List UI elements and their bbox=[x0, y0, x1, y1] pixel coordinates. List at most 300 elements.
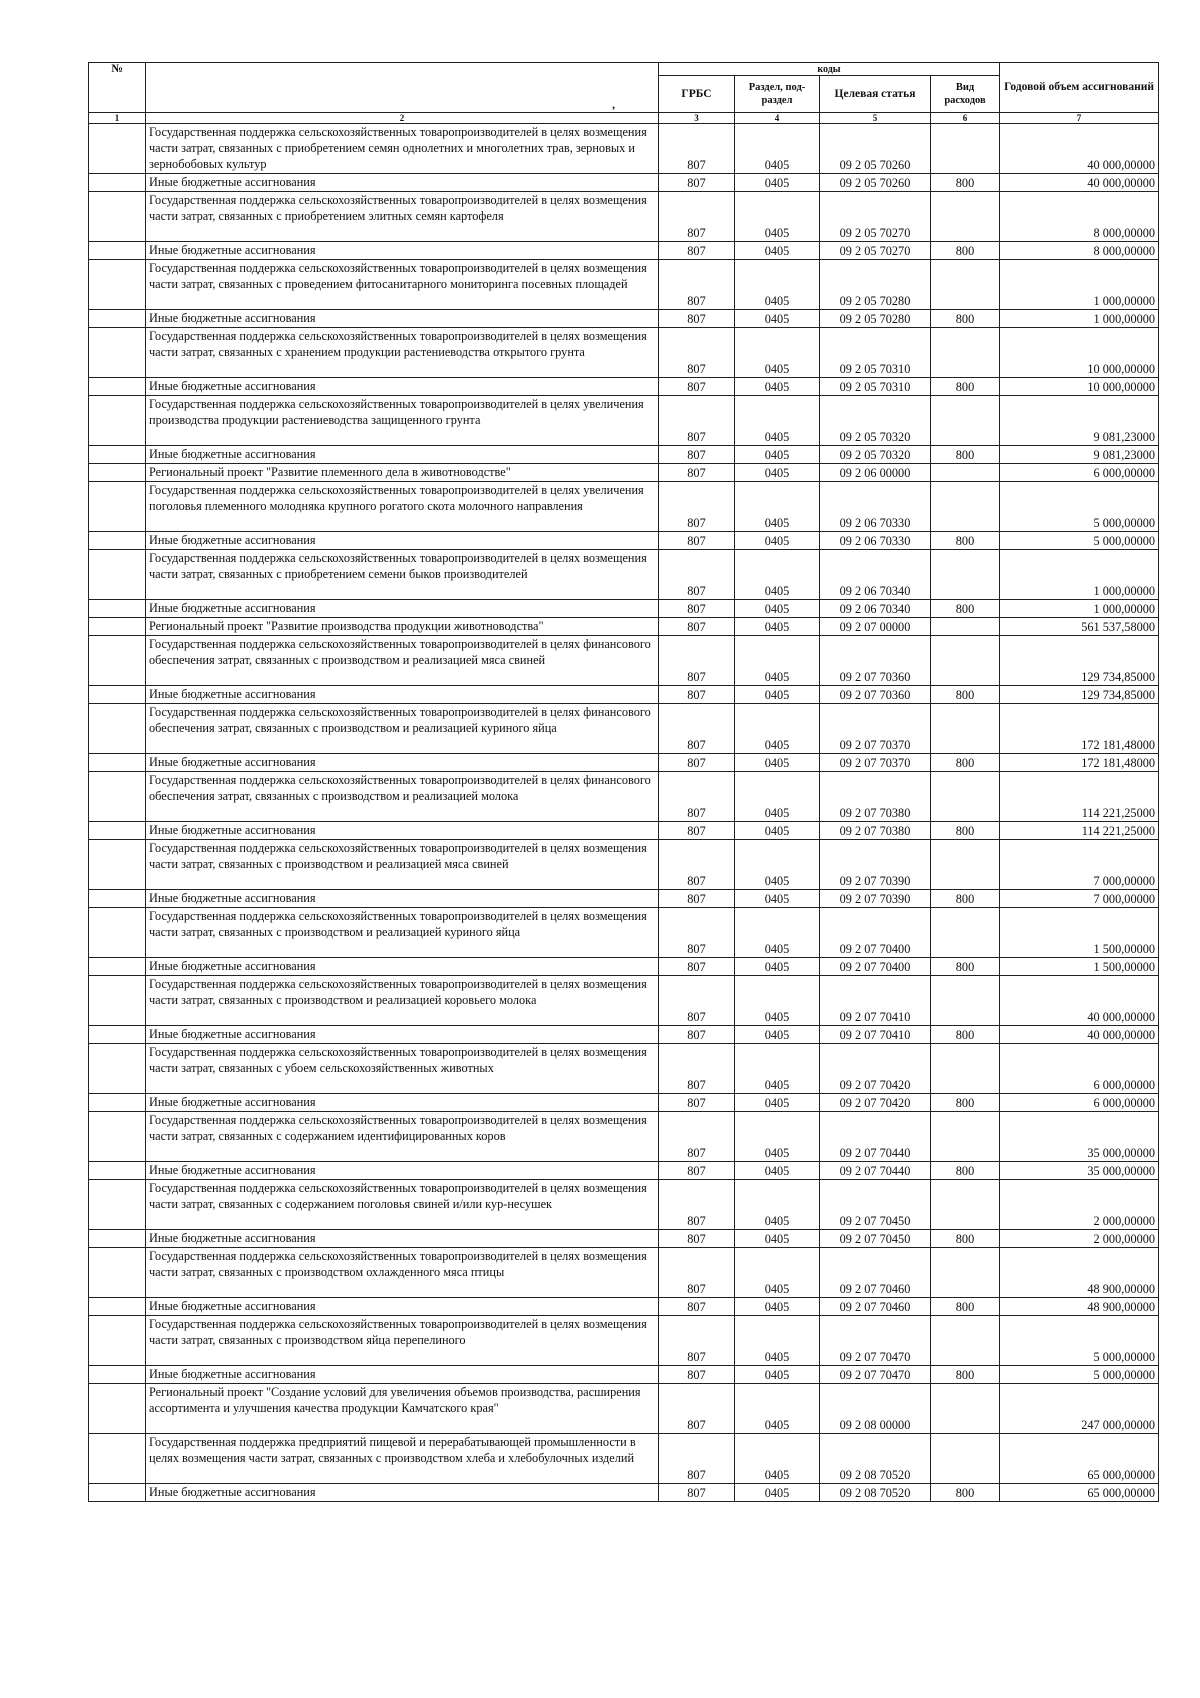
cell-razdel: 0405 bbox=[735, 1366, 820, 1384]
cell-number bbox=[89, 1248, 146, 1298]
cell-name: Государственная поддержка сельскохозяйственных товаропроизводителей в целях возмещения части затрат, связанных с производством и реализацией куриного яйца bbox=[146, 908, 659, 958]
cell-expense-type bbox=[931, 464, 1000, 482]
cell-amount: 10 000,00000 bbox=[1000, 378, 1159, 396]
cell-expense-type bbox=[931, 124, 1000, 174]
table-row bbox=[89, 1248, 1159, 1298]
cell-name: Иные бюджетные ассигнования bbox=[146, 754, 659, 772]
cell-expense-type bbox=[931, 908, 1000, 958]
cell-razdel: 0405 bbox=[735, 754, 820, 772]
cell-number bbox=[89, 958, 146, 976]
cell-target-article: 09 2 07 70420 bbox=[820, 1044, 931, 1094]
cell-amount: 247 000,00000 bbox=[1000, 1384, 1159, 1434]
cell-expense-type bbox=[931, 482, 1000, 532]
cell-expense-type bbox=[931, 636, 1000, 686]
cell-amount: 1 000,00000 bbox=[1000, 550, 1159, 600]
header-mark: , bbox=[612, 99, 615, 111]
cell-grbs: 807 bbox=[659, 328, 735, 378]
table-row bbox=[89, 1094, 1159, 1112]
cell-name: Государственная поддержка сельскохозяйственных товаропроизводителей в целях возмещения части затрат, связанных с проведением фитосанитарного мониторинга посевных площадей bbox=[146, 260, 659, 310]
cell-expense-type bbox=[931, 550, 1000, 600]
cell-razdel: 0405 bbox=[735, 260, 820, 310]
cell-target-article: 09 2 08 70520 bbox=[820, 1434, 931, 1484]
cell-amount: 2 000,00000 bbox=[1000, 1180, 1159, 1230]
cell-razdel: 0405 bbox=[735, 482, 820, 532]
cell-amount: 5 000,00000 bbox=[1000, 482, 1159, 532]
cell-name: Государственная поддержка сельскохозяйственных товаропроизводителей в целях возмещения части затрат, связанных с приобретением элитных семян картофеля bbox=[146, 192, 659, 242]
cell-razdel: 0405 bbox=[735, 124, 820, 174]
cell-number bbox=[89, 754, 146, 772]
column-numbers-row bbox=[89, 113, 1159, 124]
table-row bbox=[89, 754, 1159, 772]
cell-target-article: 09 2 07 70460 bbox=[820, 1248, 931, 1298]
cell-amount: 40 000,00000 bbox=[1000, 124, 1159, 174]
table-row bbox=[89, 532, 1159, 550]
cell-expense-type bbox=[931, 1384, 1000, 1434]
cell-expense-type bbox=[931, 328, 1000, 378]
cell-expense-type: 800 bbox=[931, 890, 1000, 908]
cell-name: Государственная поддержка сельскохозяйственных товаропроизводителей в целях возмещения части затрат, связанных с производством и реализацией мяса свиней bbox=[146, 840, 659, 890]
cell-number bbox=[89, 1026, 146, 1044]
cell-number bbox=[89, 1094, 146, 1112]
cell-target-article: 09 2 05 70270 bbox=[820, 242, 931, 260]
cell-grbs: 807 bbox=[659, 1298, 735, 1316]
table-row bbox=[89, 446, 1159, 464]
cell-number bbox=[89, 686, 146, 704]
cell-target-article: 09 2 07 70470 bbox=[820, 1366, 931, 1384]
cell-razdel: 0405 bbox=[735, 618, 820, 636]
cell-razdel: 0405 bbox=[735, 908, 820, 958]
cell-number bbox=[89, 1112, 146, 1162]
cell-grbs: 807 bbox=[659, 260, 735, 310]
cell-target-article: 09 2 07 70400 bbox=[820, 958, 931, 976]
table-row bbox=[89, 958, 1159, 976]
table-row bbox=[89, 840, 1159, 890]
cell-grbs: 807 bbox=[659, 464, 735, 482]
cell-expense-type: 800 bbox=[931, 686, 1000, 704]
cell-name: Государственная поддержка сельскохозяйственных товаропроизводителей в целях возмещения части затрат, связанных с хранением продукции растениеводства открытого грунта bbox=[146, 328, 659, 378]
cell-expense-type: 800 bbox=[931, 446, 1000, 464]
cell-grbs: 807 bbox=[659, 378, 735, 396]
cell-amount: 7 000,00000 bbox=[1000, 890, 1159, 908]
cell-amount: 40 000,00000 bbox=[1000, 1026, 1159, 1044]
cell-number bbox=[89, 464, 146, 482]
cell-grbs: 807 bbox=[659, 958, 735, 976]
cell-name: Иные бюджетные ассигнования bbox=[146, 958, 659, 976]
cell-expense-type: 800 bbox=[931, 532, 1000, 550]
cell-razdel: 0405 bbox=[735, 396, 820, 446]
cell-grbs: 807 bbox=[659, 550, 735, 600]
cell-name: Иные бюджетные ассигнования bbox=[146, 1484, 659, 1502]
cell-target-article: 09 2 07 70470 bbox=[820, 1316, 931, 1366]
cell-name: Государственная поддержка предприятий пищевой и перерабатывающей промышленности в целях возмещения части затрат, связанных с производством хлеба и хлебобулочных изделий bbox=[146, 1434, 659, 1484]
cell-grbs: 807 bbox=[659, 310, 735, 328]
cell-number bbox=[89, 260, 146, 310]
cell-target-article: 09 2 07 70400 bbox=[820, 908, 931, 958]
cell-number bbox=[89, 704, 146, 754]
cell-expense-type: 800 bbox=[931, 378, 1000, 396]
cell-expense-type bbox=[931, 1112, 1000, 1162]
cell-target-article: 09 2 07 70410 bbox=[820, 1026, 931, 1044]
cell-name: Иные бюджетные ассигнования bbox=[146, 1366, 659, 1384]
cell-amount: 6 000,00000 bbox=[1000, 464, 1159, 482]
table-row bbox=[89, 396, 1159, 446]
header-annual-volume: Годовой объем ассигнований bbox=[1000, 63, 1159, 113]
table-row bbox=[89, 482, 1159, 532]
table-row bbox=[89, 1112, 1159, 1162]
header-razdel: Раздел, под-раздел bbox=[735, 76, 820, 113]
cell-target-article: 09 2 05 70310 bbox=[820, 328, 931, 378]
cell-razdel: 0405 bbox=[735, 550, 820, 600]
header-name bbox=[146, 63, 659, 113]
cell-grbs: 807 bbox=[659, 618, 735, 636]
cell-razdel: 0405 bbox=[735, 446, 820, 464]
col-number: 7 bbox=[1000, 113, 1159, 124]
cell-razdel: 0405 bbox=[735, 1180, 820, 1230]
cell-amount: 48 900,00000 bbox=[1000, 1248, 1159, 1298]
cell-amount: 1 000,00000 bbox=[1000, 260, 1159, 310]
cell-name: Иные бюджетные ассигнования bbox=[146, 174, 659, 192]
cell-target-article: 09 2 06 70330 bbox=[820, 532, 931, 550]
cell-grbs: 807 bbox=[659, 772, 735, 822]
table-row bbox=[89, 378, 1159, 396]
cell-number bbox=[89, 446, 146, 464]
col-number: 2 bbox=[146, 113, 659, 124]
cell-grbs: 807 bbox=[659, 396, 735, 446]
cell-expense-type: 800 bbox=[931, 754, 1000, 772]
cell-razdel: 0405 bbox=[735, 1094, 820, 1112]
cell-amount: 114 221,25000 bbox=[1000, 822, 1159, 840]
cell-name: Иные бюджетные ассигнования bbox=[146, 310, 659, 328]
cell-name: Иные бюджетные ассигнования bbox=[146, 446, 659, 464]
cell-number bbox=[89, 1434, 146, 1484]
cell-name: Иные бюджетные ассигнования bbox=[146, 822, 659, 840]
cell-target-article: 09 2 05 70260 bbox=[820, 124, 931, 174]
cell-expense-type: 800 bbox=[931, 310, 1000, 328]
cell-grbs: 807 bbox=[659, 1094, 735, 1112]
cell-name: Иные бюджетные ассигнования bbox=[146, 532, 659, 550]
cell-grbs: 807 bbox=[659, 840, 735, 890]
cell-razdel: 0405 bbox=[735, 686, 820, 704]
cell-target-article: 09 2 05 70310 bbox=[820, 378, 931, 396]
cell-grbs: 807 bbox=[659, 124, 735, 174]
table-row bbox=[89, 192, 1159, 242]
cell-expense-type bbox=[931, 704, 1000, 754]
cell-name: Государственная поддержка сельскохозяйственных товаропроизводителей в целях увеличения поголовья племенного молодняка крупного рогатого скота молочного направления bbox=[146, 482, 659, 532]
cell-grbs: 807 bbox=[659, 1434, 735, 1484]
cell-target-article: 09 2 07 70440 bbox=[820, 1112, 931, 1162]
table-row bbox=[89, 328, 1159, 378]
cell-grbs: 807 bbox=[659, 1484, 735, 1502]
cell-name: Региональный проект "Развитие производства продукции животноводства" bbox=[146, 618, 659, 636]
cell-number bbox=[89, 822, 146, 840]
table-row bbox=[89, 1026, 1159, 1044]
cell-razdel: 0405 bbox=[735, 1248, 820, 1298]
table-row bbox=[89, 1298, 1159, 1316]
cell-amount: 172 181,48000 bbox=[1000, 704, 1159, 754]
cell-expense-type bbox=[931, 976, 1000, 1026]
cell-grbs: 807 bbox=[659, 1248, 735, 1298]
cell-amount: 1 000,00000 bbox=[1000, 600, 1159, 618]
cell-amount: 5 000,00000 bbox=[1000, 532, 1159, 550]
cell-name: Государственная поддержка сельскохозяйственных товаропроизводителей в целях возмещения части затрат, связанных с производством и реализацией коровьего молока bbox=[146, 976, 659, 1026]
cell-amount: 1 000,00000 bbox=[1000, 310, 1159, 328]
col-number: 5 bbox=[820, 113, 931, 124]
cell-expense-type: 800 bbox=[931, 600, 1000, 618]
header-number: № bbox=[89, 63, 146, 113]
cell-name: Государственная поддержка сельскохозяйственных товаропроизводителей в целях возмещения части затрат, связанных с приобретением семени быков производителей bbox=[146, 550, 659, 600]
table-body bbox=[89, 124, 1159, 1502]
cell-amount: 65 000,00000 bbox=[1000, 1434, 1159, 1484]
cell-target-article: 09 2 07 70460 bbox=[820, 1298, 931, 1316]
table-row bbox=[89, 822, 1159, 840]
table-row bbox=[89, 772, 1159, 822]
cell-target-article: 09 2 06 00000 bbox=[820, 464, 931, 482]
cell-grbs: 807 bbox=[659, 754, 735, 772]
cell-number bbox=[89, 550, 146, 600]
cell-razdel: 0405 bbox=[735, 704, 820, 754]
cell-amount: 8 000,00000 bbox=[1000, 242, 1159, 260]
budget-table-sheet bbox=[88, 62, 1158, 1502]
cell-name: Государственная поддержка сельскохозяйственных товаропроизводителей в целях возмещения части затрат, связанных с содержанием идентифицированных коров bbox=[146, 1112, 659, 1162]
cell-grbs: 807 bbox=[659, 822, 735, 840]
cell-number bbox=[89, 192, 146, 242]
cell-expense-type: 800 bbox=[931, 822, 1000, 840]
cell-razdel: 0405 bbox=[735, 600, 820, 618]
cell-amount: 1 500,00000 bbox=[1000, 958, 1159, 976]
cell-name: Иные бюджетные ассигнования bbox=[146, 1094, 659, 1112]
cell-name: Государственная поддержка сельскохозяйственных товаропроизводителей в целях возмещения части затрат, связанных с содержанием поголовья свиней и/или кур-несушек bbox=[146, 1180, 659, 1230]
table-row bbox=[89, 686, 1159, 704]
cell-name: Государственная поддержка сельскохозяйственных товаропроизводителей в целях увеличения производства продукции растениеводства защищенного грунта bbox=[146, 396, 659, 446]
cell-name: Государственная поддержка сельскохозяйственных товаропроизводителей в целях возмещения части затрат, связанных с приобретением семян однолетних и многолетних трав, зерновых и зернобобовых культур bbox=[146, 124, 659, 174]
cell-amount: 6 000,00000 bbox=[1000, 1094, 1159, 1112]
cell-expense-type bbox=[931, 1434, 1000, 1484]
cell-name: Региональный проект "Развитие племенного дела в животноводстве" bbox=[146, 464, 659, 482]
cell-expense-type bbox=[931, 1044, 1000, 1094]
cell-amount: 8 000,00000 bbox=[1000, 192, 1159, 242]
cell-target-article: 09 2 07 70380 bbox=[820, 772, 931, 822]
cell-razdel: 0405 bbox=[735, 242, 820, 260]
cell-number bbox=[89, 1384, 146, 1434]
cell-amount: 9 081,23000 bbox=[1000, 446, 1159, 464]
cell-number bbox=[89, 378, 146, 396]
cell-grbs: 807 bbox=[659, 976, 735, 1026]
cell-number bbox=[89, 242, 146, 260]
cell-amount: 7 000,00000 bbox=[1000, 840, 1159, 890]
cell-razdel: 0405 bbox=[735, 636, 820, 686]
cell-number bbox=[89, 976, 146, 1026]
cell-target-article: 09 2 07 70450 bbox=[820, 1230, 931, 1248]
cell-razdel: 0405 bbox=[735, 378, 820, 396]
cell-expense-type bbox=[931, 772, 1000, 822]
header-target-article: Целевая статья bbox=[820, 76, 931, 113]
cell-grbs: 807 bbox=[659, 704, 735, 754]
cell-grbs: 807 bbox=[659, 482, 735, 532]
cell-grbs: 807 bbox=[659, 1316, 735, 1366]
cell-target-article: 09 2 07 70370 bbox=[820, 704, 931, 754]
cell-razdel: 0405 bbox=[735, 464, 820, 482]
cell-number bbox=[89, 908, 146, 958]
cell-amount: 561 537,58000 bbox=[1000, 618, 1159, 636]
cell-number bbox=[89, 310, 146, 328]
cell-amount: 114 221,25000 bbox=[1000, 772, 1159, 822]
cell-razdel: 0405 bbox=[735, 1162, 820, 1180]
cell-razdel: 0405 bbox=[735, 174, 820, 192]
table-row bbox=[89, 1434, 1159, 1484]
cell-target-article: 09 2 07 70420 bbox=[820, 1094, 931, 1112]
table-row bbox=[89, 174, 1159, 192]
cell-number bbox=[89, 396, 146, 446]
cell-razdel: 0405 bbox=[735, 1316, 820, 1366]
cell-name: Иные бюджетные ассигнования bbox=[146, 242, 659, 260]
cell-amount: 2 000,00000 bbox=[1000, 1230, 1159, 1248]
cell-razdel: 0405 bbox=[735, 1434, 820, 1484]
header-grbs: ГРБС bbox=[659, 76, 735, 113]
cell-amount: 6 000,00000 bbox=[1000, 1044, 1159, 1094]
table-row bbox=[89, 636, 1159, 686]
table-row bbox=[89, 1180, 1159, 1230]
cell-target-article: 09 2 07 70450 bbox=[820, 1180, 931, 1230]
cell-grbs: 807 bbox=[659, 1366, 735, 1384]
cell-razdel: 0405 bbox=[735, 1044, 820, 1094]
cell-amount: 48 900,00000 bbox=[1000, 1298, 1159, 1316]
cell-target-article: 09 2 05 70280 bbox=[820, 260, 931, 310]
cell-number bbox=[89, 1044, 146, 1094]
table-row bbox=[89, 260, 1159, 310]
cell-razdel: 0405 bbox=[735, 310, 820, 328]
cell-razdel: 0405 bbox=[735, 532, 820, 550]
cell-number bbox=[89, 1316, 146, 1366]
cell-target-article: 09 2 05 70270 bbox=[820, 192, 931, 242]
cell-name: Государственная поддержка сельскохозяйственных товаропроизводителей в целях возмещения части затрат, связанных с убоем сельскохозяйственных животных bbox=[146, 1044, 659, 1094]
cell-name: Иные бюджетные ассигнования bbox=[146, 1162, 659, 1180]
cell-number bbox=[89, 482, 146, 532]
cell-number bbox=[89, 532, 146, 550]
cell-expense-type bbox=[931, 618, 1000, 636]
cell-number bbox=[89, 600, 146, 618]
cell-amount: 9 081,23000 bbox=[1000, 396, 1159, 446]
cell-target-article: 09 2 07 70380 bbox=[820, 822, 931, 840]
cell-expense-type bbox=[931, 1180, 1000, 1230]
cell-target-article: 09 2 07 70390 bbox=[820, 840, 931, 890]
cell-expense-type: 800 bbox=[931, 1026, 1000, 1044]
cell-grbs: 807 bbox=[659, 446, 735, 464]
cell-grbs: 807 bbox=[659, 242, 735, 260]
cell-grbs: 807 bbox=[659, 532, 735, 550]
cell-expense-type: 800 bbox=[931, 1484, 1000, 1502]
header-codes: коды bbox=[659, 63, 1000, 76]
cell-grbs: 807 bbox=[659, 192, 735, 242]
cell-name: Иные бюджетные ассигнования bbox=[146, 1298, 659, 1316]
cell-grbs: 807 bbox=[659, 908, 735, 958]
cell-expense-type: 800 bbox=[931, 1230, 1000, 1248]
table-row bbox=[89, 1044, 1159, 1094]
cell-grbs: 807 bbox=[659, 890, 735, 908]
cell-number bbox=[89, 1162, 146, 1180]
cell-grbs: 807 bbox=[659, 600, 735, 618]
cell-target-article: 09 2 07 70390 bbox=[820, 890, 931, 908]
cell-grbs: 807 bbox=[659, 1180, 735, 1230]
table-row bbox=[89, 1484, 1159, 1502]
cell-name: Иные бюджетные ассигнования bbox=[146, 600, 659, 618]
cell-razdel: 0405 bbox=[735, 1384, 820, 1434]
cell-target-article: 09 2 08 70520 bbox=[820, 1484, 931, 1502]
cell-expense-type: 800 bbox=[931, 1162, 1000, 1180]
cell-razdel: 0405 bbox=[735, 976, 820, 1026]
cell-expense-type bbox=[931, 260, 1000, 310]
table-row bbox=[89, 600, 1159, 618]
cell-target-article: 09 2 07 70410 bbox=[820, 976, 931, 1026]
cell-target-article: 09 2 06 70340 bbox=[820, 600, 931, 618]
table-row bbox=[89, 976, 1159, 1026]
cell-amount: 5 000,00000 bbox=[1000, 1316, 1159, 1366]
cell-grbs: 807 bbox=[659, 1384, 735, 1434]
cell-name: Иные бюджетные ассигнования bbox=[146, 378, 659, 396]
cell-target-article: 09 2 05 70280 bbox=[820, 310, 931, 328]
col-number: 6 bbox=[931, 113, 1000, 124]
cell-number bbox=[89, 328, 146, 378]
cell-grbs: 807 bbox=[659, 1026, 735, 1044]
cell-target-article: 09 2 06 70340 bbox=[820, 550, 931, 600]
table-row bbox=[89, 1366, 1159, 1384]
table-row bbox=[89, 1230, 1159, 1248]
cell-target-article: 09 2 08 00000 bbox=[820, 1384, 931, 1434]
cell-expense-type: 800 bbox=[931, 242, 1000, 260]
cell-amount: 35 000,00000 bbox=[1000, 1162, 1159, 1180]
cell-grbs: 807 bbox=[659, 1162, 735, 1180]
cell-amount: 40 000,00000 bbox=[1000, 174, 1159, 192]
col-number: 3 bbox=[659, 113, 735, 124]
cell-razdel: 0405 bbox=[735, 1026, 820, 1044]
cell-number bbox=[89, 1298, 146, 1316]
cell-grbs: 807 bbox=[659, 1112, 735, 1162]
table-row bbox=[89, 1316, 1159, 1366]
cell-target-article: 09 2 06 70330 bbox=[820, 482, 931, 532]
cell-name: Государственная поддержка сельскохозяйственных товаропроизводителей в целях финансового обеспечения затрат, связанных с производством и реализацией куриного яйца bbox=[146, 704, 659, 754]
header-row-1 bbox=[89, 63, 1159, 76]
cell-target-article: 09 2 05 70320 bbox=[820, 446, 931, 464]
cell-amount: 10 000,00000 bbox=[1000, 328, 1159, 378]
cell-grbs: 807 bbox=[659, 686, 735, 704]
cell-name: Региональный проект "Создание условий для увеличения объемов производства, расширения ассортимента и улучшения качества продукции Камчатского края" bbox=[146, 1384, 659, 1434]
table-row bbox=[89, 124, 1159, 174]
cell-razdel: 0405 bbox=[735, 328, 820, 378]
cell-expense-type bbox=[931, 396, 1000, 446]
cell-razdel: 0405 bbox=[735, 192, 820, 242]
cell-amount: 129 734,85000 bbox=[1000, 636, 1159, 686]
cell-expense-type bbox=[931, 840, 1000, 890]
cell-name: Иные бюджетные ассигнования bbox=[146, 1026, 659, 1044]
cell-razdel: 0405 bbox=[735, 890, 820, 908]
table-row bbox=[89, 464, 1159, 482]
table-row bbox=[89, 550, 1159, 600]
header-expense-type: Вид расходов bbox=[931, 76, 1000, 113]
cell-grbs: 807 bbox=[659, 1044, 735, 1094]
cell-name: Государственная поддержка сельскохозяйственных товаропроизводителей в целях возмещения части затрат, связанных с производством охлажденного мяса птицы bbox=[146, 1248, 659, 1298]
cell-expense-type bbox=[931, 192, 1000, 242]
table-row bbox=[89, 618, 1159, 636]
cell-expense-type: 800 bbox=[931, 1094, 1000, 1112]
cell-expense-type: 800 bbox=[931, 174, 1000, 192]
cell-razdel: 0405 bbox=[735, 840, 820, 890]
cell-target-article: 09 2 05 70320 bbox=[820, 396, 931, 446]
col-number: 4 bbox=[735, 113, 820, 124]
table-row bbox=[89, 890, 1159, 908]
cell-number bbox=[89, 1484, 146, 1502]
table-row bbox=[89, 704, 1159, 754]
cell-number bbox=[89, 1180, 146, 1230]
cell-expense-type bbox=[931, 1248, 1000, 1298]
